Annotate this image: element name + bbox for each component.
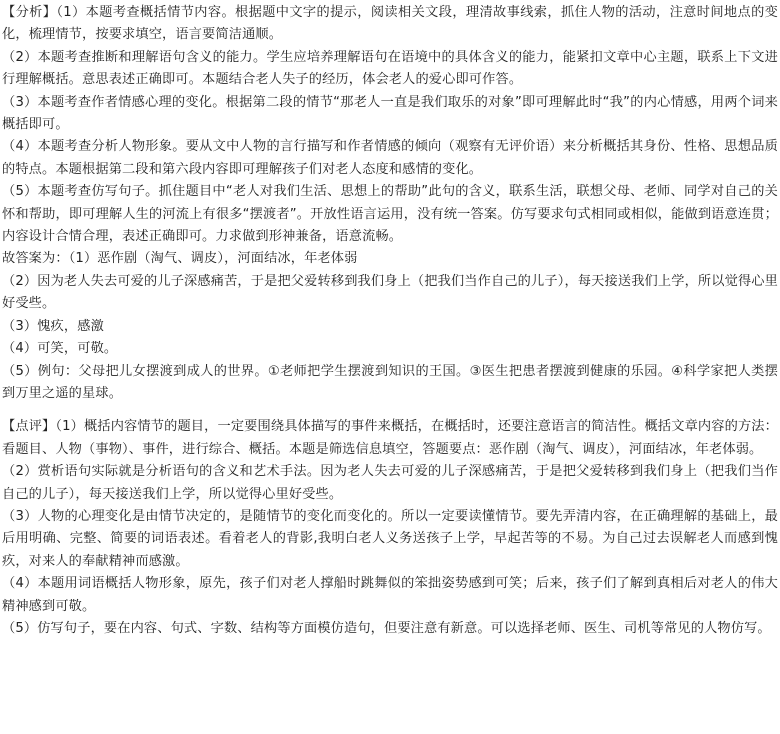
analysis-item-3: （3）本题考查作者情感心理的变化。根据第二段的情节“那老人一直是我们取乐的对象”即可理解此时“我”的内心情感，用两个词来概括即可。: [2, 94, 778, 133]
comment-item-2: （2）赏析语句实际就是分析语句的含义和艺术手法。因为老人失去可爱的儿子深感痛苦，于是把父爱转移到我们身上（把我们当作自己的儿子），每天接送我们上学，所以觉得心里好受些。: [2, 464, 778, 502]
answer-item-1: 故答案为：（1）恶作剧（淘气、调皮），河面结冰，年老体弱: [2, 251, 358, 267]
analysis-item-5: （5）本题考查仿写句子。抓住题目中“老人对我们生活、思想上的帮助”此句的含义，联系生活，联想父母、老师、同学对自己的关怀和帮助，即可理解人生的河流上有很多“摆渡者”。开放性语言运用，没有统一答案。仿写要求句式相同或相似，能做到语意连贯；内容设计合情合理，表述正确即可。力求做到形神兼备，语意流畅。: [2, 184, 778, 245]
analysis-item-4: （4）本题考查分析人物形象。要从文中人物的言行描写和作者情感的倾向（观察有无评价语）来分析概括其身份、性格、思想品质的特点。本题根据第二段和第六段内容即可理解孩子们对老人态度和感情的变化。: [2, 139, 778, 177]
comment-item-4: （4）本题用词语概括人物形象，原先，孩子们对老人撑船时跳舞似的笨拙姿势感到可笑；后来，孩子们了解到真相后对老人的伟大精神感到可敬。: [2, 576, 778, 614]
comment-intro: 【点评】（1）概括内容情节的题目，一定要围绕具体描写的事件来概括，在概括时，还要注意语言的简洁性。概括文章内容的方法：看题目、人物（事物）、事件，进行综合、概括。本题是筛选信息填空，答题要点：恶作剧（淘气、调皮），河面结冰，年老体弱。: [2, 419, 778, 457]
comment-item-5: （5）仿写句子，要在内容、句式、字数、结构等方面模仿造句，但要注意有新意。可以选择老师、医生、司机等常见的人物仿写。: [2, 620, 771, 636]
analysis-section: [2, 2, 778, 405]
analysis-item-2: （2）本题考查推断和理解语句含义的能力。学生应培养理解语句在语境中的具体含义的能力，能紧扣文章中心主题，联系上下文进行理解概括。意思表述正确即可。本题结合老人失子的经历，体会老人的爱心即可作答。: [2, 49, 778, 88]
answer-item-3: （3）愧疚，感激: [2, 318, 104, 334]
answer-item-4: （4）可笑，可敬。: [2, 341, 118, 357]
comment-item-3: （3）人物的心理变化是由情节决定的，是随情节的变化而变化的。所以一定要读懂情节。要先弄清内容，在正确理解的基础上，最后用明确、完整、简要的词语表述。看着老人的背影,我明白老人义务送孩子上学，早起苦等的不易。为自己过去误解老人而感到愧疚，对来人的奉献精神而感激。: [2, 508, 778, 569]
answer-item-5: （5）例句：父母把儿女摆渡到成人的世界。①老师把学生摆渡到知识的王国。③医生把患者摆渡到健康的乐园。④科学家把人类摆到万里之遥的星球。: [2, 363, 778, 401]
analysis-intro: 【分析】（1）本题考查概括情节内容。根据题中文字的提示，阅读相关文段，理清故事线索，抓住人物的活动，注意时间地点的变化，梳理情节，按要求填空，语言要简洁通顺。: [2, 5, 778, 43]
answer-item-2: （2）因为老人失去可爱的儿子深感痛苦，于是把父爱转移到我们身上（把我们当作自己的儿子），每天接送我们上学，所以觉得心里好受些。: [2, 273, 778, 312]
comment-section: [2, 416, 778, 640]
